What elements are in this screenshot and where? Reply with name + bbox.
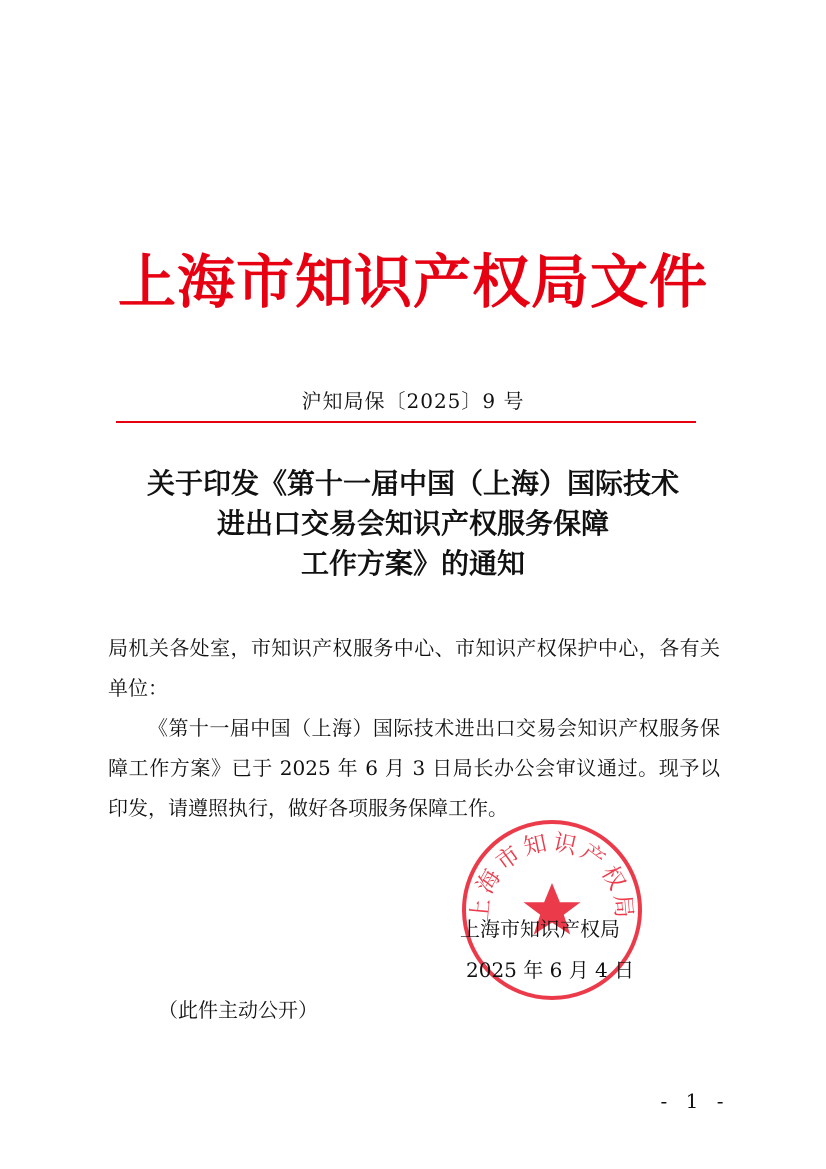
body-paragraph: 《第十一届中国（上海）国际技术进出口交易会知识产权服务保障工作方案》已于 2025 年 6 月 3 日局长办公会审议通过。现予以印发，请遵照执行，做好各项服务保障工作。 xyxy=(108,716,720,820)
seal-text: 上海市知识产权局 xyxy=(467,829,637,923)
notice-title-line-3: 工作方案》的通知 xyxy=(300,547,525,580)
page-number: - 1 - xyxy=(660,1089,730,1113)
salutation: 局机关各处室，市知识产权服务中心、市知识产权保护中心，各有关单位： xyxy=(108,636,720,700)
notice-title xyxy=(60,464,766,584)
publicity-note: （此件主动公开） xyxy=(158,998,318,1022)
signature-issuer: 上海市知识产权局 xyxy=(460,917,620,941)
notice-title-line-1: 关于印发《第十一届中国（上海）国际技术 xyxy=(146,467,679,500)
notice-title-line-2: 进出口交易会知识产权服务保障 xyxy=(216,507,609,540)
signature-date: 2025 年 6 月 4 日 xyxy=(466,958,635,982)
document-number: 沪知局保〔2025〕9 号 xyxy=(301,389,525,413)
issuer-header-title: 上海市知识产权局文件 xyxy=(117,248,708,316)
red-separator-line xyxy=(116,421,696,423)
